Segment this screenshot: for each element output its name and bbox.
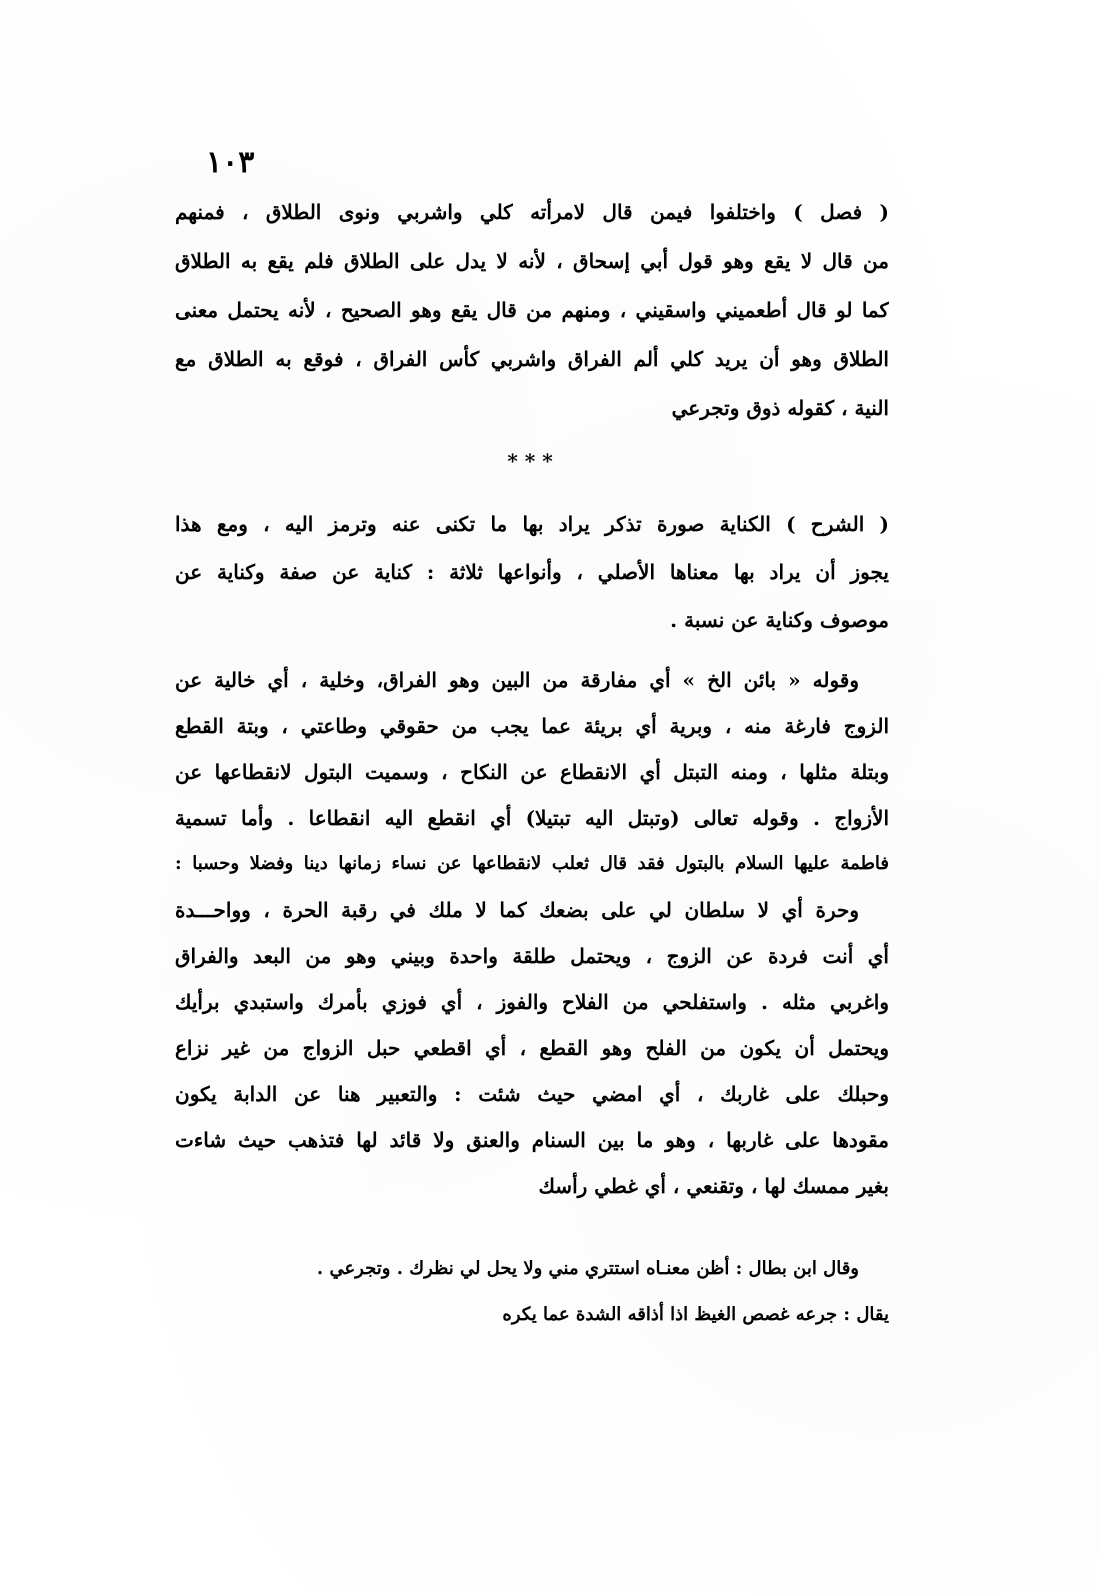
section-separator: * * * [507, 449, 553, 473]
text-line: يجوز أن يراد بها معناها الأصلي ، وأنواعها ثلاثة : كناية عن صفة وكناية عن [175, 560, 889, 584]
text-line: ( فصل ) واختلفوا فيمن قال لامرأته كلي واشربي ونوى الطلاق ، فمنهم [175, 200, 889, 224]
fasl-paragraph [175, 188, 889, 433]
text-line: وحبلك على غاربك ، أي امضي حيث شئت : والتعبير هنا عن الدابة يكون [175, 1082, 889, 1106]
commentary-paragraph [175, 657, 889, 1209]
text-line: الأزواج . وقوله تعالى (وتبتل اليه تبتيلا) أي انقطع اليه انقطاعا . وأما تسمية [175, 806, 889, 830]
text-line: من قال لا يقع وهو قول أبي إسحاق ، لأنه لا يدل على الطلاق فلم يقع به الطلاق [175, 249, 889, 273]
text-line: واغربي مثله . واستفلحي من الفلاح والفوز ، أي فوزي بأمرك واستبدي برأيك [175, 990, 889, 1014]
ibn-battal-paragraph [175, 1246, 889, 1338]
text-line: وقال ابن بطال : أظن معنـاه استتري مني ولا يحل لي نظرك . وتجرعي . [316, 1258, 859, 1279]
text-line: ( الشرح ) الكناية صورة تذكر يراد بها ما تكنى عنه وترمز اليه ، ومع هذا [175, 512, 889, 536]
sharh-paragraph [175, 500, 889, 644]
text-line: وبتلة مثلها ، ومنه التبتل أي الانقطاع عن النكاح ، وسميت البتول لانقطاعها عن [175, 760, 889, 784]
text-line: مقودها على غاربها ، وهو ما بين السنام والعنق ولا قائد لها فتذهب حيث شاءت [175, 1128, 889, 1152]
text-line: يقال : جرعه غصص الغيظ اذا أذاقه الشدة عما يكره [502, 1304, 889, 1325]
text-line: أي أنت فردة عن الزوج ، ويحتمل طلقة واحدة وبيني وهو من البعد والفراق [175, 944, 889, 968]
text-line: بغير ممسك لها ، وتقنعي ، أي غطي رأسك [538, 1174, 889, 1198]
text-line: الطلاق وهو أن يريد كلي ألم الفراق واشربي كأس الفراق ، فوقع به الطلاق مع [175, 347, 889, 371]
text-line: ويحتمل أن يكون من الفلح وهو القطع ، أي اقطعي حبل الزواج من غير نزاع [175, 1036, 889, 1060]
text-line: وحرة أي لا سلطان لي على بضعك كما لا ملك في رقبة الحرة ، وواحـــدة [175, 898, 859, 922]
page-number: ١٠٣ [206, 145, 255, 180]
text-line: النية ، كقوله ذوق وتجرعي [671, 396, 889, 420]
text-line: وقوله « بائن الخ » أي مفارقة من البين وهو الفراق، وخلية ، أي خالية عن [175, 668, 859, 692]
text-line: موصوف وكناية عن نسبة . [670, 608, 889, 632]
text-line: فاطمة عليها السلام بالبتول فقد قال ثعلب لانقطاعها عن نساء زمانها دينا وفضلا وحسبا : [175, 853, 889, 874]
text-line: كما لو قال أطعميني واسقيني ، ومنهم من قال يقع وهو الصحيح ، لأنه يحتمل معنى [175, 298, 889, 322]
text-line: الزوج فارغة منه ، وبرية أي بريئة عما يجب من حقوقي وطاعتي ، وبتة القطع [175, 714, 889, 738]
